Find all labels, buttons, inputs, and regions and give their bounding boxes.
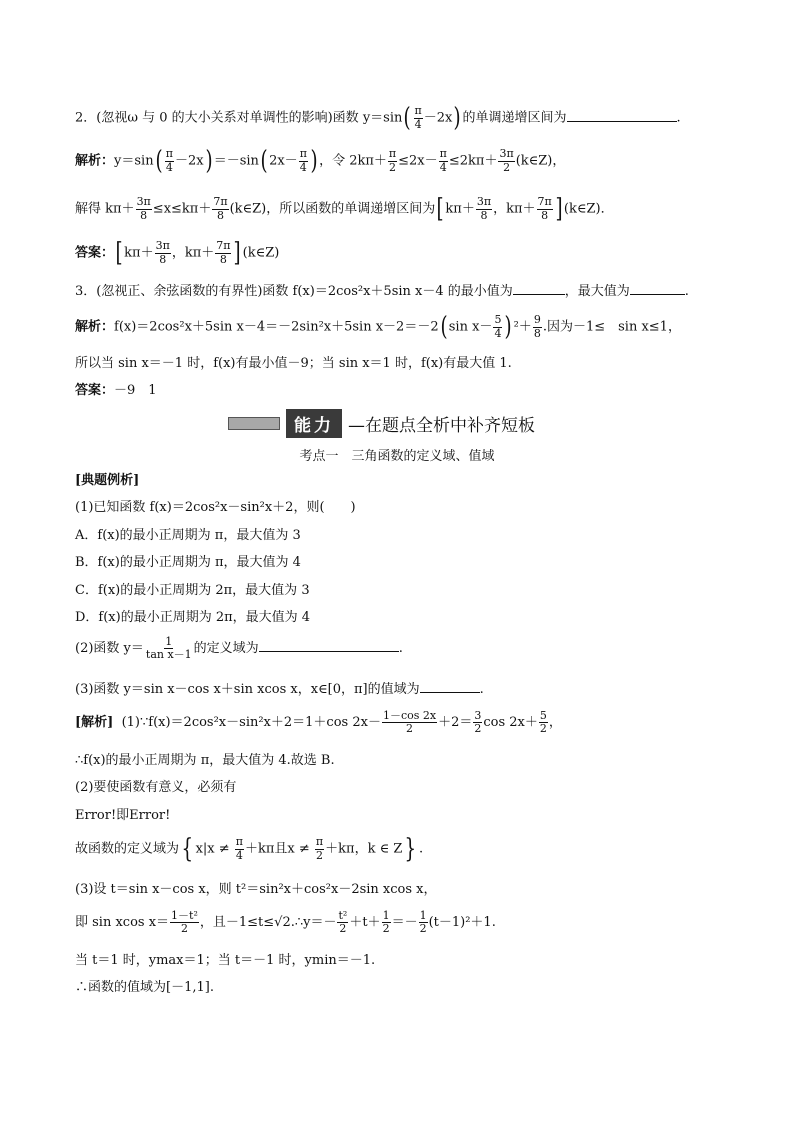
den: 8 (140, 208, 148, 222)
fraction (155, 240, 171, 265)
fraction (212, 196, 228, 221)
option-a: A．f(x)的最小正周期为 π，最大值为 3 (75, 528, 301, 543)
answer-value: －9 1 (114, 383, 157, 398)
paren: ) (504, 312, 513, 342)
analysis-line8: 当 t＝1 时，ymax＝1；当 t＝－1 时，ymin＝－1. (75, 953, 376, 968)
text: －2x (174, 153, 204, 169)
num: 7π (537, 195, 552, 209)
den: 2 (316, 848, 324, 862)
bracket: [ (115, 238, 123, 268)
analysis-line9: ∴函数的值域为[－1,1]. (75, 980, 214, 995)
text: . (684, 284, 689, 299)
num: 3π (476, 195, 492, 209)
fraction (533, 314, 542, 339)
den: 8 (541, 208, 549, 222)
banner-label: 能力 (286, 409, 342, 438)
text: (k∈Z)，所以函数的单调递增区间为 (229, 201, 436, 217)
fraction (170, 910, 199, 935)
text: ， (548, 715, 562, 731)
text: .因为－1≤ sin x≤1， (542, 319, 681, 335)
banner-bar (228, 417, 280, 430)
analysis-line6: (3)设 t＝sin x－cos x，则 t²＝sin²x＋cos²x－2sin xcos x， (75, 882, 437, 897)
q2-answer (75, 240, 279, 266)
text: ，kπ＋ (171, 245, 215, 261)
analysis-line1 (75, 710, 562, 735)
text: . (418, 841, 424, 857)
fraction (235, 836, 244, 861)
num: 1 (382, 909, 390, 922)
section-title: 考点一 三角函数的定义域、值域 (299, 449, 495, 464)
q2-question (75, 105, 681, 131)
text: kπ＋ (124, 245, 154, 261)
text: ，最大值为 (564, 284, 630, 299)
num: π (235, 835, 243, 849)
fraction (215, 240, 231, 265)
bracket: [ (436, 194, 444, 224)
den: 2 (539, 722, 547, 736)
text: x|x ≠ (195, 841, 234, 857)
fraction (419, 910, 428, 935)
answer-blank (420, 691, 480, 693)
fraction (414, 105, 423, 130)
text: ＝－ (391, 915, 418, 931)
answer-label: 答案： (75, 245, 115, 261)
example-tag: [典题例析] (75, 473, 140, 488)
fraction (439, 148, 448, 173)
analysis-line2: ∴f(x)的最小正周期为 π，最大值为 4.故选 B. (75, 753, 335, 768)
analysis-line7 (75, 910, 496, 935)
den: 8 (159, 252, 167, 266)
text: 即 sin xcos x＝ (75, 915, 170, 931)
fraction (136, 196, 152, 221)
text: ²＋ (513, 319, 532, 335)
den: 4 (235, 848, 243, 862)
text: . (398, 641, 403, 657)
fraction (476, 196, 492, 221)
num: 5 (494, 313, 502, 327)
text: (2)函数 y＝ (75, 641, 144, 657)
analysis-line3: (2)要使函数有意义，必须有 (75, 780, 237, 795)
example-p2 (75, 636, 403, 661)
den: 8 (533, 326, 541, 340)
analysis-line5 (75, 836, 423, 862)
num: 1－t² (171, 909, 198, 922)
den: 2 (503, 160, 511, 174)
den: 4 (299, 160, 307, 174)
fraction (299, 148, 308, 173)
answer-blank (567, 120, 677, 122)
text: (1)∵f(x)＝2cos²x－sin²x＋2＝1＋cos 2x－ (121, 715, 381, 731)
bracket: ] (555, 194, 563, 224)
section-banner (228, 410, 568, 436)
q2-text: －2x (423, 110, 453, 126)
q3-solution-line1 (75, 314, 681, 340)
text: (t－1)²＋1. (428, 915, 496, 931)
q2-text: . (676, 110, 681, 126)
text: (k∈Z)． (563, 201, 614, 217)
paren: ( (155, 146, 163, 176)
num: 3π (155, 239, 170, 253)
num: π (388, 147, 397, 161)
num: π (414, 104, 422, 118)
num: π (165, 147, 173, 161)
text: ，kπ＋ (493, 201, 536, 217)
q2-text: 2．(忽视ω 与 0 的大小关系对单调性的影响)函数 y＝sin (75, 110, 403, 126)
text: ＋kπ且x ≠ (245, 841, 314, 857)
answer-blank (630, 293, 685, 295)
den: 8 (219, 252, 227, 266)
q3-question (75, 284, 689, 300)
num: 7π (216, 239, 231, 253)
den: 4 (439, 160, 447, 174)
num: 9 (533, 313, 541, 327)
answer-label: 答案： (75, 383, 115, 398)
fraction (145, 636, 193, 661)
paren: ) (453, 103, 462, 133)
den: 2 (339, 922, 347, 936)
den: 2 (419, 922, 427, 936)
text: ＋2＝ (438, 715, 473, 731)
den: 2 (406, 722, 414, 736)
text: 故函数的定义域为 (75, 841, 180, 857)
text: . (479, 682, 484, 697)
text: 解得 kπ＋ (75, 201, 135, 217)
bracket: ] (234, 238, 242, 268)
brace: } (404, 834, 417, 864)
num: 1 (419, 909, 427, 922)
solution-label: 解析： (75, 153, 115, 169)
paren: ) (310, 146, 318, 176)
den: tan x－1 (145, 648, 192, 662)
num: π (439, 147, 447, 161)
num: 3π (136, 195, 151, 209)
num: 3π (499, 147, 514, 161)
answer-blank (259, 650, 399, 652)
fraction (388, 148, 397, 173)
den: 4 (414, 117, 422, 131)
text: cos 2x＋ (483, 715, 538, 731)
option-b: B．f(x)的最小正周期为 π，最大值为 4 (75, 555, 301, 570)
num: 5 (539, 709, 547, 722)
text: 3．(忽视正、余弦函数的有界性)函数 f(x)＝2cos²x＋5sin x－4 的最小值为 (75, 284, 513, 299)
paren: ( (403, 103, 412, 133)
fraction (473, 710, 482, 735)
q3-solution-line2: 所以当 sin x＝－1 时，f(x)有最小值－9；当 sin x＝1 时，f(x)有最大值 1. (75, 356, 512, 371)
den: 2 (382, 922, 390, 936)
den: 4 (165, 160, 173, 174)
text: ≤2kπ＋ (448, 153, 498, 169)
text: (3)函数 y＝sin x－cos x＋sin xcos x，x∈[0，π]的值域为 (75, 682, 420, 697)
text: (k∈Z)， (515, 153, 566, 169)
num: 1 (165, 635, 173, 648)
fraction (315, 836, 324, 861)
example-p1: (1)已知函数 f(x)＝2cos²x－sin²x＋2，则( ) (75, 500, 356, 515)
fraction (498, 148, 514, 173)
brace: { (181, 834, 194, 864)
q3-answer (75, 383, 157, 399)
fraction (337, 910, 348, 935)
analysis-tag: [解析] (75, 715, 114, 731)
num: π (299, 147, 307, 161)
paren: ( (260, 146, 268, 176)
fraction (493, 314, 502, 339)
paren: ( (440, 312, 448, 342)
text: ＝－sin (213, 153, 259, 169)
den: 2 (474, 722, 482, 736)
text: kπ＋ (445, 201, 475, 217)
answer-blank (513, 293, 565, 295)
fraction (382, 710, 437, 735)
fraction (537, 196, 553, 221)
den: 2 (180, 922, 188, 936)
text: ≤2x－ (398, 153, 438, 169)
num: 7π (213, 195, 228, 209)
option-c: C．f(x)的最小正周期为 2π，最大值为 3 (75, 583, 310, 598)
fraction (382, 910, 391, 935)
q2-solution-line1 (75, 148, 565, 174)
text: 的定义域为 (193, 641, 259, 657)
text: ＋kπ，k ∈ Z (325, 841, 403, 857)
text: ，令 2kπ＋ (319, 153, 387, 169)
text: ，且－1≤t≤√2.∴y＝－ (199, 915, 337, 931)
text: 2x－ (269, 153, 298, 169)
num: π (315, 835, 324, 849)
analysis-line4: Error!即Error! (75, 808, 171, 823)
text: (k∈Z) (242, 245, 280, 261)
q2-text: 的单调递增区间为 (462, 110, 567, 126)
q2-solution-line2 (75, 196, 614, 222)
num: 3 (474, 709, 482, 722)
banner-subtitle: —在题点全析中补齐短板 (348, 415, 535, 436)
num: 1－cos 2x (382, 709, 437, 722)
paren: ) (205, 146, 213, 176)
den: 8 (480, 208, 488, 222)
fraction (165, 148, 174, 173)
den: 4 (494, 326, 502, 340)
den: 8 (216, 208, 224, 222)
text: sin x－ (448, 319, 493, 335)
text: ≤x≤kπ＋ (152, 201, 212, 217)
den: 2 (389, 160, 397, 174)
option-d: D．f(x)的最小正周期为 2π，最大值为 4 (75, 610, 311, 625)
text: f(x)＝2cos²x＋5sin x－4＝－2sin²x＋5sin x－2＝－2 (114, 319, 439, 335)
solution-label: 解析： (75, 319, 115, 335)
fraction (539, 710, 548, 735)
num: t² (338, 909, 348, 922)
example-p3 (75, 682, 484, 698)
text: ＋t＋ (349, 915, 381, 931)
text: y＝sin (114, 153, 154, 169)
